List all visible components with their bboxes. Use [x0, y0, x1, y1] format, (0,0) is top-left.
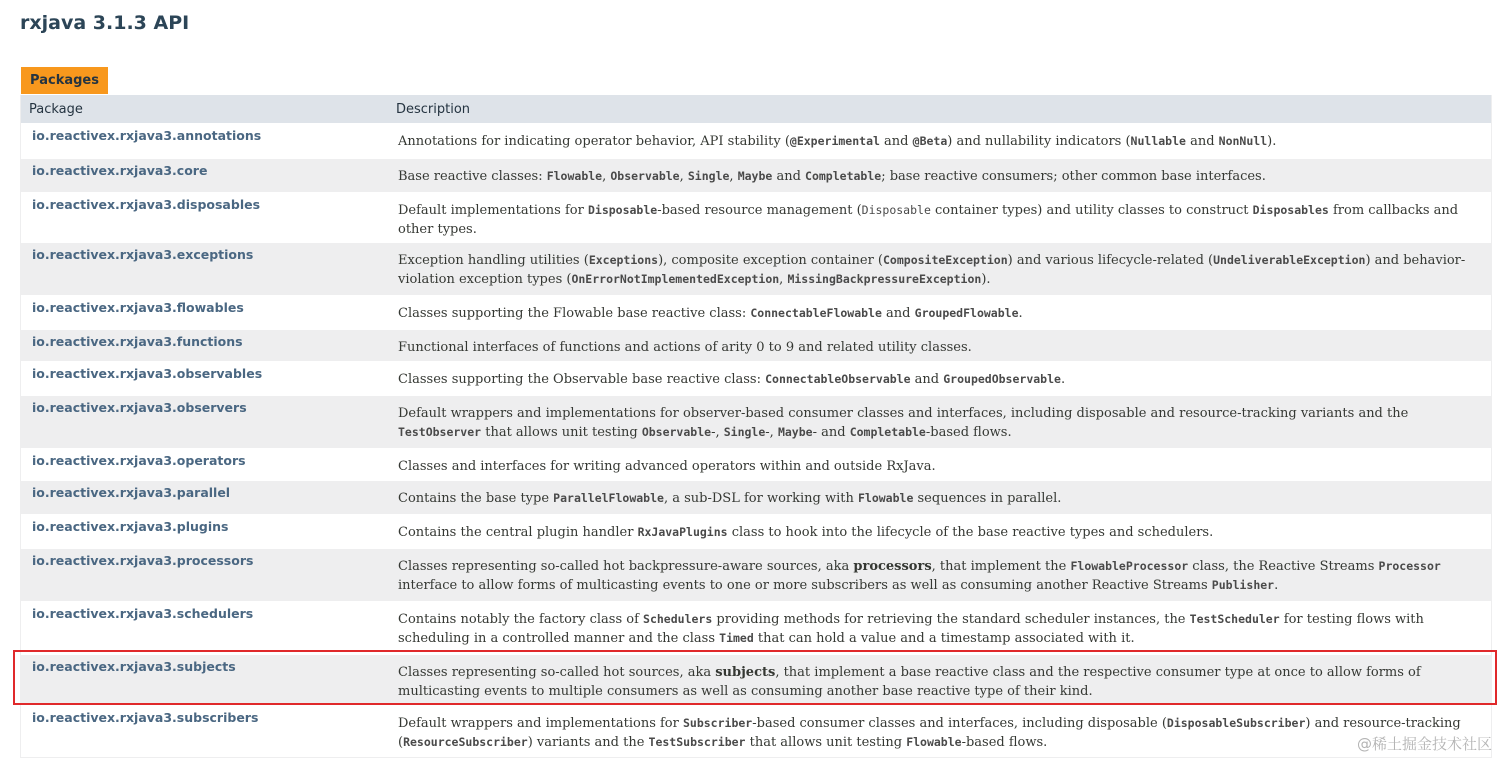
code-term: Subscriber: [682, 716, 753, 730]
package-link[interactable]: io.reactivex.rxjava3.schedulers: [32, 606, 254, 621]
code-term: Observable: [641, 425, 712, 439]
code-term: TestObserver: [398, 425, 482, 439]
code-term: @Beta: [912, 134, 948, 148]
description-text: ,: [679, 169, 688, 184]
table-row: [21, 361, 1491, 395]
package-link[interactable]: io.reactivex.rxjava3.parallel: [32, 485, 231, 500]
description-text: that allows unit testing: [745, 735, 907, 750]
description-text: , that implement the: [931, 559, 1071, 574]
package-link[interactable]: io.reactivex.rxjava3.flowables: [32, 300, 244, 315]
code-term: Nullable: [1130, 134, 1186, 148]
description-text: Default wrappers and implementations for observer-based consumer classes and interfaces, including disposable and resource-tracking variants and the: [398, 406, 1409, 421]
code-term: Single: [687, 169, 730, 183]
package-description: [389, 330, 1491, 361]
description-text: -based flows.: [961, 735, 1048, 750]
package-description: [389, 159, 1491, 192]
description-text: ,: [602, 169, 611, 184]
code-term: ConnectableObservable: [765, 372, 911, 386]
package-description: [389, 655, 1491, 705]
package-link[interactable]: io.reactivex.rxjava3.exceptions: [32, 247, 254, 262]
table-row: [21, 242, 1491, 295]
description-text: .: [1274, 578, 1279, 593]
package-cell: [21, 449, 389, 480]
description-text: ) and behavior-violation exception types (: [398, 253, 1466, 287]
package-cell: [21, 330, 389, 361]
description-column-header: Description: [396, 101, 471, 117]
description-text: from callbacks and other types.: [398, 203, 1459, 237]
description-text: ; base reactive consumers; other common base interfaces.: [881, 169, 1266, 184]
description-text: ) variants and the: [527, 735, 649, 750]
code-term: Disposable: [587, 203, 658, 217]
code-term: Maybe: [777, 425, 813, 439]
code-term: Completable: [805, 169, 882, 183]
description-text: - and: [812, 425, 850, 440]
code-term: Disposables: [1252, 203, 1329, 217]
description-text: Classes representing so-called hot backpressure-aware sources, aka: [398, 559, 854, 574]
description-text: Exception handling utilities (: [398, 253, 589, 268]
description-text: ).: [1267, 134, 1277, 149]
code-term: Schedulers: [643, 612, 713, 626]
package-description: [389, 243, 1491, 295]
package-cell: [21, 193, 389, 242]
description-text: and: [772, 169, 806, 184]
table-row: [21, 548, 1491, 601]
package-description: [389, 124, 1491, 158]
package-cell: [21, 296, 389, 329]
description-text: container types) and utility classes to construct: [930, 203, 1253, 218]
description-text: Annotations for indicating operator behavior, API stability (: [398, 134, 790, 149]
code-term: Flowable: [546, 169, 603, 183]
code-term: GroupedObservable: [943, 372, 1061, 386]
code-term: UndeliverableException: [1213, 253, 1366, 267]
description-text: -based resource management (: [657, 203, 862, 218]
description-text: and: [879, 134, 913, 149]
table-row: [21, 295, 1491, 329]
description-text: that allows unit testing: [481, 425, 642, 440]
code-term: FlowableProcessor: [1070, 559, 1189, 573]
code-term: Maybe: [737, 169, 773, 183]
table-row: [21, 329, 1491, 361]
description-text: Default wrappers and implementations for: [398, 716, 683, 731]
watermark: @稀土掘金技术社区: [1356, 735, 1492, 753]
code-term: CompositeException: [883, 253, 1008, 267]
package-cell: [21, 362, 389, 395]
table-row: [21, 601, 1491, 654]
code-term: @Experimental: [789, 134, 880, 148]
package-cell: [21, 481, 389, 514]
package-link[interactable]: io.reactivex.rxjava3.disposables: [32, 197, 261, 212]
package-description: [389, 602, 1491, 654]
code-term: Disposable: [861, 203, 931, 217]
table-header: [21, 95, 1491, 123]
table-row: [21, 514, 1491, 548]
description-text: ,: [779, 272, 788, 287]
description-text: providing methods for retrieving the standard scheduler instances, the: [712, 612, 1190, 627]
table-row: [21, 395, 1491, 448]
package-cell: [21, 124, 389, 158]
description-text: -,: [711, 425, 724, 440]
code-term: DisposableSubscriber: [1166, 716, 1306, 730]
description-text: and: [1185, 134, 1219, 149]
package-description: [389, 549, 1491, 601]
description-text: Default implementations for: [398, 203, 588, 218]
description-text: , that implement a base reactive class and the respective consumer type at once to allow forms of multicasting events to multiple consumers as well as consuming another base reactive type of their kind.: [398, 665, 1421, 699]
description-text: sequences in parallel.: [913, 491, 1062, 506]
table-body: [21, 123, 1491, 757]
description-text: Contains the base type: [398, 491, 554, 506]
package-link[interactable]: io.reactivex.rxjava3.subjects: [32, 659, 236, 674]
description-text: that can hold a value and a timestamp associated with it.: [753, 631, 1135, 646]
code-term: ResourceSubscriber: [403, 735, 528, 749]
description-text: interface to allow forms of multicasting events to one or more subscribers as well as consuming another Reactive Streams: [398, 578, 1212, 593]
code-term: Completable: [849, 425, 926, 439]
package-link[interactable]: io.reactivex.rxjava3.plugins: [32, 519, 229, 534]
code-term: Flowable: [906, 735, 962, 749]
package-link[interactable]: io.reactivex.rxjava3.observables: [32, 366, 263, 381]
table-row: [21, 192, 1491, 242]
bold-term: subjects: [715, 665, 776, 680]
bold-term: processors: [853, 559, 932, 574]
code-term: NonNull: [1218, 134, 1268, 148]
package-link[interactable]: io.reactivex.rxjava3.functions: [32, 334, 243, 349]
description-text: , a sub-DSL for working with: [663, 491, 858, 506]
code-term: RxJavaPlugins: [637, 525, 728, 539]
code-term: GroupedFlowable: [914, 306, 1019, 320]
table-row: [21, 654, 1491, 705]
code-term: ConnectableFlowable: [750, 306, 882, 320]
description-text: Contains the central plugin handler: [398, 525, 638, 540]
package-cell: [21, 396, 389, 448]
description-text: ,: [729, 169, 738, 184]
code-term: ParallelFlowable: [553, 491, 664, 505]
package-description: [389, 193, 1491, 242]
packages-table: [20, 95, 1492, 758]
code-term: Publisher: [1211, 578, 1275, 592]
description-text: ) and resource-tracking (: [398, 716, 1461, 750]
package-cell: [21, 159, 389, 192]
package-link[interactable]: io.reactivex.rxjava3.operators: [32, 453, 246, 468]
description-text: .: [1018, 306, 1023, 321]
code-term: Single: [723, 425, 766, 439]
code-term: OnErrorNotImplementedException: [571, 272, 780, 286]
package-cell: [21, 243, 389, 295]
package-cell: [21, 655, 389, 705]
description-text: -based consumer classes and interfaces, including disposable (: [752, 716, 1167, 731]
table-row: [21, 158, 1491, 192]
code-term: Flowable: [857, 491, 914, 505]
description-text: Classes representing so-called hot sources, aka: [398, 665, 716, 680]
description-text: Contains notably the factory class of: [398, 612, 644, 627]
description-text: Functional interfaces of functions and actions of arity 0 to 9 and related utility classes.: [398, 340, 972, 355]
package-link[interactable]: io.reactivex.rxjava3.subscribers: [32, 710, 259, 725]
package-cell: [21, 706, 389, 757]
table-row: [21, 448, 1491, 480]
table-row: [21, 123, 1491, 158]
description-text: ).: [981, 272, 991, 287]
description-text: and: [910, 372, 944, 387]
code-term: Observable: [610, 169, 680, 183]
package-description: [389, 515, 1491, 548]
packages-caption-tab: Packages: [21, 67, 108, 94]
package-description: [389, 396, 1491, 448]
package-cell: [21, 515, 389, 548]
description-text: ) and nullability indicators (: [947, 134, 1131, 149]
description-text: Classes supporting the Observable base reactive class:: [398, 372, 766, 387]
description-text: -based flows.: [925, 425, 1012, 440]
package-description: [389, 296, 1491, 329]
package-column-header: Package: [29, 101, 83, 117]
description-text: Base reactive classes:: [398, 169, 547, 184]
page-title: rxjava 3.1.3 API: [20, 12, 190, 34]
description-text: class, the Reactive Streams: [1188, 559, 1379, 574]
package-link[interactable]: io.reactivex.rxjava3.processors: [32, 553, 254, 568]
package-cell: [21, 549, 389, 601]
code-term: MissingBackpressureException: [787, 272, 982, 286]
package-description: [389, 481, 1491, 514]
code-term: TestScheduler: [1189, 612, 1280, 626]
table-row: [21, 480, 1491, 514]
code-term: Exceptions: [588, 253, 659, 267]
package-description: [389, 449, 1491, 480]
package-link[interactable]: io.reactivex.rxjava3.annotations: [32, 128, 262, 143]
description-text: .: [1060, 372, 1066, 387]
code-term: Processor: [1378, 559, 1441, 573]
package-description: [389, 706, 1491, 757]
table-row: [21, 705, 1491, 757]
code-term: Timed: [719, 631, 754, 645]
package-description: [389, 362, 1491, 395]
package-cell: [21, 602, 389, 654]
description-text: class to hook into the lifecycle of the base reactive types and schedulers.: [727, 525, 1214, 540]
package-link[interactable]: io.reactivex.rxjava3.core: [32, 163, 208, 178]
description-text: ) and various lifecycle-related (: [1007, 253, 1214, 268]
code-term: TestSubscriber: [648, 735, 746, 749]
description-text: Classes and interfaces for writing advanced operators within and outside RxJava.: [398, 459, 936, 474]
package-link[interactable]: io.reactivex.rxjava3.observers: [32, 400, 247, 415]
description-text: Classes supporting the Flowable base reactive class:: [398, 306, 751, 321]
description-text: and: [881, 306, 915, 321]
description-text: ), composite exception container (: [658, 253, 883, 268]
description-text: -,: [765, 425, 778, 440]
description-text: for testing flows with scheduling in a controlled manner and the class: [398, 612, 1424, 646]
